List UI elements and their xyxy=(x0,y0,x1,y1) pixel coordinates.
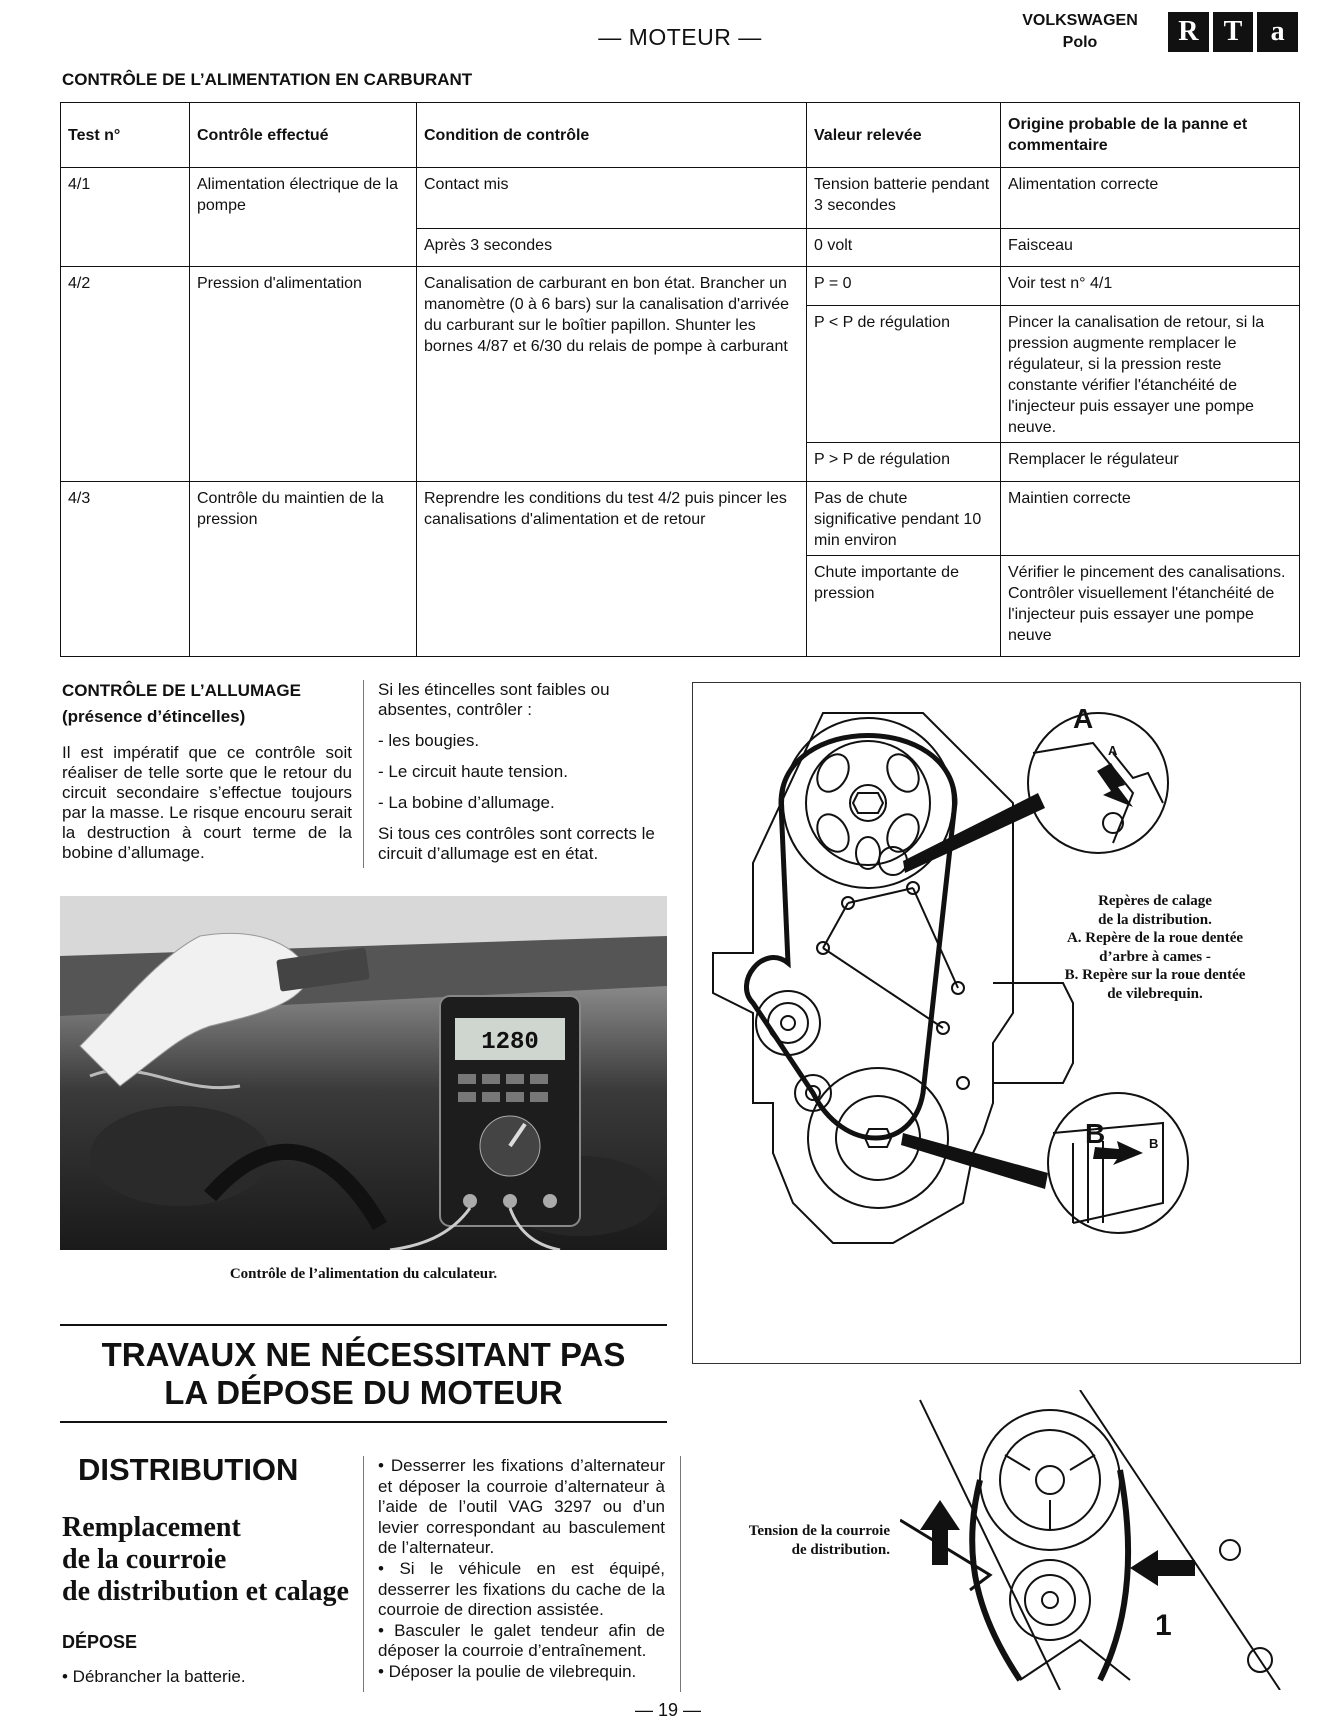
timing-diagram xyxy=(692,682,1301,1364)
procedure-step: • Déposer la poulie de vilebrequin. xyxy=(378,1661,637,1681)
replacement-heading xyxy=(62,1512,362,1608)
table-row xyxy=(61,267,1300,306)
procedure-step: • Desserrer les fixations d’alternateur et déposer la courroie d’alternateur à l’aide de l’outil VAG 3297 ou d’un levier correspondant au basculement de l’alternateur. xyxy=(378,1456,665,1558)
ignition-heading xyxy=(62,678,301,730)
table-cell: Reprendre les conditions du test 4/2 puis pincer les canalisations d'alimentation et de retour xyxy=(417,482,807,657)
column-header: Contrôle effectué xyxy=(190,103,417,168)
caption-line: d’arbre à cames - xyxy=(1099,948,1211,965)
column-divider xyxy=(363,680,364,868)
table-cell: Pas de chute significative pendant 10 min environ xyxy=(807,482,1001,556)
caption-line: A. Repère de la roue dentée xyxy=(1066,930,1244,946)
timing-diagram-drawing xyxy=(693,683,1300,1363)
column-divider xyxy=(363,1456,364,1692)
rta-logo xyxy=(1168,12,1298,52)
table-cell: P = 0 xyxy=(807,267,1001,306)
page-section-title: — MOTEUR — xyxy=(598,24,762,50)
belt-tension-figure xyxy=(900,1390,1300,1690)
table-cell: Après 3 secondes xyxy=(417,229,807,267)
table-cell: Contrôle du maintien de la pression xyxy=(190,482,417,657)
column-header: Origine probable de la panne et commentaire xyxy=(1001,103,1300,168)
checklist-item: - La bobine d’allumage. xyxy=(378,793,555,812)
section-rule-top xyxy=(60,1324,667,1326)
checklist-item: - les bougies. xyxy=(378,731,480,750)
table-cell: Alimentation électrique de la pompe xyxy=(190,168,417,267)
caption-line: de distribution. xyxy=(791,1541,890,1558)
table-cell: Alimentation correcte xyxy=(1001,168,1300,229)
table-cell: Pincer la canalisation de retour, si la pression augmente remplacer le régulateur, si la pression reste constante vérifier l'étanchéité de l'injecteur puis essayer une pompe neuve. xyxy=(1001,306,1300,443)
caption-line: Repères de calage xyxy=(1098,893,1212,909)
replacement-heading-line: Remplacement xyxy=(62,1512,241,1543)
replacement-heading-line: de la courroie xyxy=(62,1544,227,1575)
callout-a: A xyxy=(1073,703,1094,734)
brand-name: VOLKSWAGEN xyxy=(1022,12,1138,29)
table-cell: Pression d'alimentation xyxy=(190,267,417,482)
table-cell: 4/1 xyxy=(61,168,190,267)
tension-caption xyxy=(720,1522,890,1559)
page-number: — 19 — xyxy=(634,1700,702,1720)
table-row xyxy=(61,168,1300,229)
works-title-line: LA DÉPOSE DU MOTEUR xyxy=(164,1374,563,1411)
table-cell: Voir test n° 4/1 xyxy=(1001,267,1300,306)
depose-heading: DÉPOSE xyxy=(62,1632,138,1652)
table-cell: Maintien correcte xyxy=(1001,482,1300,556)
diagram-caption xyxy=(1060,892,1250,1003)
ignition-subtitle: (présence d’étincelles) xyxy=(62,707,246,726)
multimeter-photo xyxy=(60,896,667,1250)
callout-b: B xyxy=(1085,1118,1106,1149)
caption-line: de la distribution. xyxy=(1098,911,1212,928)
table-cell: 0 volt xyxy=(807,229,1001,267)
meter-display-reading: 1280 xyxy=(481,1029,539,1056)
table-header-row xyxy=(61,103,1300,168)
ignition-body: Il est impératif que ce contrôle soit réaliser de telle sorte que le retour du circuit secondaire s’effectue toujours par la masse. Le risque encouru serait la destruction à court terme de la bobine d’allumage. xyxy=(62,743,352,862)
ignition-checklist xyxy=(378,680,663,875)
table-cell: P > P de régulation xyxy=(807,443,1001,482)
column-divider xyxy=(680,1456,681,1692)
replacement-heading-line: de distribution et calage xyxy=(62,1576,349,1607)
procedure-step: • Si le véhicule en est équipé, desserrer les fixations du cache de la courroie de direction assistée. xyxy=(378,1558,665,1620)
logo-letter: T xyxy=(1213,12,1254,52)
logo-letter: R xyxy=(1168,12,1209,52)
caption-line: B. Repère sur la roue dentée xyxy=(1064,967,1246,983)
table-cell: 4/2 xyxy=(61,267,190,482)
checklist-intro: Si les étincelles sont faibles ou absentes, contrôler : xyxy=(378,680,610,719)
checklist-outro: Si tous ces contrôles sont corrects le circuit d’allumage est en état. xyxy=(378,824,655,863)
table-cell: 4/3 xyxy=(61,482,190,657)
table-cell: Vérifier le pincement des canalisations. Contrôler visuellement l'étanchéité de l'injecteur puis essayer une pompe neuve xyxy=(1001,556,1300,657)
works-title-line: TRAVAUX NE NÉCESSITANT PAS xyxy=(101,1336,626,1373)
depose-bullet: • Débrancher la batterie. xyxy=(62,1667,246,1686)
table-cell: P < P de régulation xyxy=(807,306,1001,443)
fuel-section-title: CONTRÔLE DE L’ALIMENTATION EN CARBURANT xyxy=(62,70,473,89)
column-header: Condition de contrôle xyxy=(417,103,807,168)
caption-line: de vilebrequin. xyxy=(1107,985,1203,1002)
procedure-step: • Basculer le galet tendeur afin de déposer la courroie d’entraînement. xyxy=(378,1620,665,1661)
table-row xyxy=(61,482,1300,556)
column-header: Valeur relevée xyxy=(807,103,1001,168)
detail-a-label: A xyxy=(1108,743,1118,758)
photo-caption: Contrôle de l’alimentation du calculateur. xyxy=(229,1266,498,1282)
detail-b-label: B xyxy=(1149,1136,1159,1151)
brand-block xyxy=(1000,10,1160,54)
ignition-title: CONTRÔLE DE L’ALLUMAGE xyxy=(62,681,301,700)
tensioner-label: 1 xyxy=(1155,1609,1172,1642)
procedure-bullets xyxy=(378,1456,665,1683)
table-cell: Canalisation de carburant en bon état. Brancher un manomètre (0 à 6 bars) sur la canalisation d'arrivée du carburant sur le boîtier papillon. Shunter les bornes 4/87 et 6/30 du relais de pompe à carburant xyxy=(417,267,807,482)
table-cell: Tension batterie pendant 3 secondes xyxy=(807,168,1001,229)
table-cell: Contact mis xyxy=(417,168,807,229)
column-header: Test n° xyxy=(61,103,190,168)
multimeter-photo-drawing xyxy=(60,896,667,1250)
caption-line: Tension de la courroie xyxy=(748,1523,890,1539)
model-name: Polo xyxy=(1062,34,1098,51)
distribution-heading: DISTRIBUTION xyxy=(78,1452,299,1487)
checklist-item: - Le circuit haute tension. xyxy=(378,762,568,781)
section-rule-bottom xyxy=(60,1421,667,1423)
table-cell: Faisceau xyxy=(1001,229,1300,267)
table-cell: Chute importante de pression xyxy=(807,556,1001,657)
table-cell: Remplacer le régulateur xyxy=(1001,443,1300,482)
belt-tension-drawing xyxy=(900,1390,1300,1690)
fuel-control-table xyxy=(60,102,1300,657)
works-title xyxy=(60,1336,667,1412)
logo-letter: a xyxy=(1257,12,1298,52)
